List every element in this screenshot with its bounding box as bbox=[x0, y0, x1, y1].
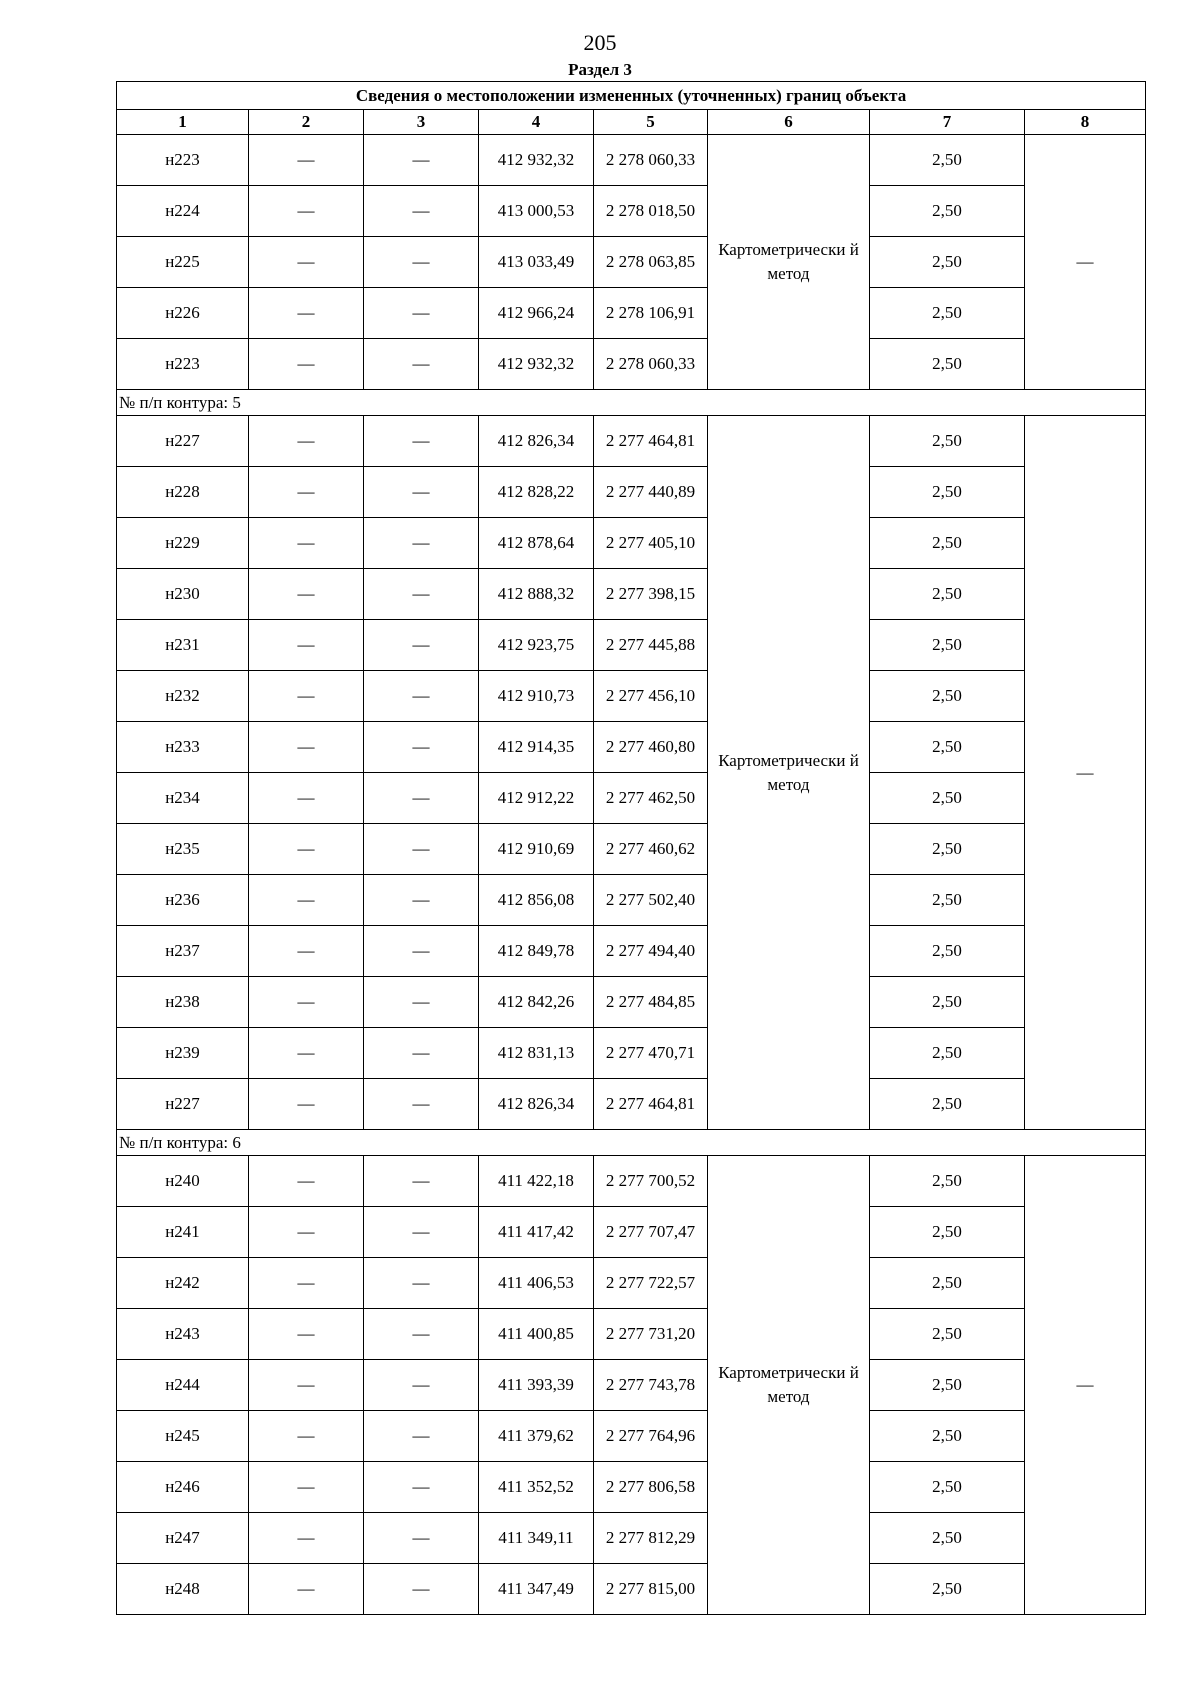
accuracy-cell: 2,50 bbox=[870, 1258, 1025, 1309]
col3-cell: — bbox=[364, 1079, 479, 1130]
point-name-cell: н233 bbox=[117, 722, 249, 773]
accuracy-cell: 2,50 bbox=[870, 416, 1025, 467]
accuracy-cell: 2,50 bbox=[870, 1411, 1025, 1462]
y-coordinate-cell: 2 278 060,33 bbox=[594, 135, 708, 186]
col3-cell: — bbox=[364, 416, 479, 467]
point-name-cell: н246 bbox=[117, 1462, 249, 1513]
point-name-cell: н231 bbox=[117, 620, 249, 671]
col3-cell: — bbox=[364, 1462, 479, 1513]
table-row bbox=[117, 518, 1146, 569]
accuracy-cell: 2,50 bbox=[870, 237, 1025, 288]
table-row bbox=[117, 1079, 1146, 1130]
table-row bbox=[117, 620, 1146, 671]
boundary-coordinates-table bbox=[116, 81, 1146, 1615]
col2-cell: — bbox=[249, 1028, 364, 1079]
x-coordinate-cell: 412 842,26 bbox=[479, 977, 594, 1028]
contour-header-row bbox=[117, 390, 1146, 416]
point-name-cell: н226 bbox=[117, 288, 249, 339]
col2-cell: — bbox=[249, 237, 364, 288]
col2-cell: — bbox=[249, 135, 364, 186]
y-coordinate-cell: 2 278 018,50 bbox=[594, 186, 708, 237]
col3-cell: — bbox=[364, 1564, 479, 1615]
page-number: 205 bbox=[583, 30, 617, 55]
col3-cell: — bbox=[364, 1309, 479, 1360]
col2-cell: — bbox=[249, 722, 364, 773]
x-coordinate-cell: 412 932,32 bbox=[479, 339, 594, 390]
table-row bbox=[117, 1564, 1146, 1615]
point-name-cell: н227 bbox=[117, 416, 249, 467]
col3-cell: — bbox=[364, 1411, 479, 1462]
col2-cell: — bbox=[249, 977, 364, 1028]
table-row bbox=[117, 186, 1146, 237]
y-coordinate-cell: 2 277 815,00 bbox=[594, 1564, 708, 1615]
table-row bbox=[117, 237, 1146, 288]
table-row bbox=[117, 1207, 1146, 1258]
col2-cell: — bbox=[249, 339, 364, 390]
col3-cell: — bbox=[364, 1156, 479, 1207]
x-coordinate-cell: 412 888,32 bbox=[479, 569, 594, 620]
col2-cell: — bbox=[249, 518, 364, 569]
method-cell: Картометрически й метод bbox=[708, 416, 870, 1130]
x-coordinate-cell: 411 347,49 bbox=[479, 1564, 594, 1615]
col2-cell: — bbox=[249, 1309, 364, 1360]
x-coordinate-cell: 412 831,13 bbox=[479, 1028, 594, 1079]
point-name-cell: н236 bbox=[117, 875, 249, 926]
y-coordinate-cell: 2 277 722,57 bbox=[594, 1258, 708, 1309]
y-coordinate-cell: 2 277 456,10 bbox=[594, 671, 708, 722]
column-number: 3 bbox=[364, 110, 479, 135]
col3-cell: — bbox=[364, 1028, 479, 1079]
column-number: 6 bbox=[708, 110, 870, 135]
point-name-cell: н227 bbox=[117, 1079, 249, 1130]
y-coordinate-cell: 2 277 405,10 bbox=[594, 518, 708, 569]
table-row bbox=[117, 875, 1146, 926]
table-row bbox=[117, 1411, 1146, 1462]
col3-cell: — bbox=[364, 467, 479, 518]
column-number: 2 bbox=[249, 110, 364, 135]
accuracy-cell: 2,50 bbox=[870, 824, 1025, 875]
col8-cell: — bbox=[1025, 135, 1146, 390]
point-name-cell: н238 bbox=[117, 977, 249, 1028]
x-coordinate-cell: 412 966,24 bbox=[479, 288, 594, 339]
x-coordinate-cell: 411 393,39 bbox=[479, 1360, 594, 1411]
method-cell: Картометрически й метод bbox=[708, 135, 870, 390]
col3-cell: — bbox=[364, 186, 479, 237]
col3-cell: — bbox=[364, 237, 479, 288]
col3-cell: — bbox=[364, 339, 479, 390]
col3-cell: — bbox=[364, 288, 479, 339]
accuracy-cell: 2,50 bbox=[870, 339, 1025, 390]
accuracy-cell: 2,50 bbox=[870, 135, 1025, 186]
x-coordinate-cell: 411 422,18 bbox=[479, 1156, 594, 1207]
accuracy-cell: 2,50 bbox=[870, 773, 1025, 824]
table-row bbox=[117, 1462, 1146, 1513]
column-number: 5 bbox=[594, 110, 708, 135]
col2-cell: — bbox=[249, 467, 364, 518]
column-number: 1 bbox=[117, 110, 249, 135]
accuracy-cell: 2,50 bbox=[870, 1207, 1025, 1258]
y-coordinate-cell: 2 278 060,33 bbox=[594, 339, 708, 390]
y-coordinate-cell: 2 277 806,58 bbox=[594, 1462, 708, 1513]
x-coordinate-cell: 413 033,49 bbox=[479, 237, 594, 288]
y-coordinate-cell: 2 277 700,52 bbox=[594, 1156, 708, 1207]
table-row bbox=[117, 722, 1146, 773]
col3-cell: — bbox=[364, 875, 479, 926]
y-coordinate-cell: 2 277 470,71 bbox=[594, 1028, 708, 1079]
col3-cell: — bbox=[364, 1258, 479, 1309]
col2-cell: — bbox=[249, 620, 364, 671]
contour-label: № п/п контура: 5 bbox=[117, 390, 1146, 416]
y-coordinate-cell: 2 277 484,85 bbox=[594, 977, 708, 1028]
accuracy-cell: 2,50 bbox=[870, 1028, 1025, 1079]
accuracy-cell: 2,50 bbox=[870, 467, 1025, 518]
table-row bbox=[117, 1258, 1146, 1309]
col2-cell: — bbox=[249, 1462, 364, 1513]
accuracy-cell: 2,50 bbox=[870, 875, 1025, 926]
col2-cell: — bbox=[249, 773, 364, 824]
col2-cell: — bbox=[249, 1079, 364, 1130]
column-number: 7 bbox=[870, 110, 1025, 135]
x-coordinate-cell: 411 349,11 bbox=[479, 1513, 594, 1564]
col8-cell: — bbox=[1025, 416, 1146, 1130]
column-number-row bbox=[117, 110, 1146, 135]
x-coordinate-cell: 411 379,62 bbox=[479, 1411, 594, 1462]
table-row bbox=[117, 824, 1146, 875]
col3-cell: — bbox=[364, 1513, 479, 1564]
point-name-cell: н241 bbox=[117, 1207, 249, 1258]
table-row bbox=[117, 1360, 1146, 1411]
point-name-cell: н243 bbox=[117, 1309, 249, 1360]
col2-cell: — bbox=[249, 824, 364, 875]
col3-cell: — bbox=[364, 569, 479, 620]
table-title: Сведения о местоположении измененных (уточненных) границ объекта bbox=[117, 82, 1146, 110]
accuracy-cell: 2,50 bbox=[870, 1513, 1025, 1564]
x-coordinate-cell: 412 828,22 bbox=[479, 467, 594, 518]
y-coordinate-cell: 2 278 063,85 bbox=[594, 237, 708, 288]
col3-cell: — bbox=[364, 977, 479, 1028]
col2-cell: — bbox=[249, 1156, 364, 1207]
point-name-cell: н229 bbox=[117, 518, 249, 569]
col2-cell: — bbox=[249, 1207, 364, 1258]
point-name-cell: н228 bbox=[117, 467, 249, 518]
table-row bbox=[117, 339, 1146, 390]
col2-cell: — bbox=[249, 1411, 364, 1462]
point-name-cell: н237 bbox=[117, 926, 249, 977]
col3-cell: — bbox=[364, 1207, 479, 1258]
col8-cell: — bbox=[1025, 1156, 1146, 1615]
accuracy-cell: 2,50 bbox=[870, 186, 1025, 237]
y-coordinate-cell: 2 277 502,40 bbox=[594, 875, 708, 926]
accuracy-cell: 2,50 bbox=[870, 1309, 1025, 1360]
point-name-cell: н234 bbox=[117, 773, 249, 824]
accuracy-cell: 2,50 bbox=[870, 569, 1025, 620]
point-name-cell: н245 bbox=[117, 1411, 249, 1462]
table-row bbox=[117, 569, 1146, 620]
col3-cell: — bbox=[364, 926, 479, 977]
y-coordinate-cell: 2 278 106,91 bbox=[594, 288, 708, 339]
contour-label: № п/п контура: 6 bbox=[117, 1130, 1146, 1156]
col2-cell: — bbox=[249, 416, 364, 467]
table-title-row bbox=[117, 82, 1146, 110]
accuracy-cell: 2,50 bbox=[870, 1156, 1025, 1207]
table-row bbox=[117, 135, 1146, 186]
col3-cell: — bbox=[364, 135, 479, 186]
col2-cell: — bbox=[249, 671, 364, 722]
table-row bbox=[117, 773, 1146, 824]
col2-cell: — bbox=[249, 1513, 364, 1564]
accuracy-cell: 2,50 bbox=[870, 722, 1025, 773]
y-coordinate-cell: 2 277 462,50 bbox=[594, 773, 708, 824]
accuracy-cell: 2,50 bbox=[870, 1564, 1025, 1615]
x-coordinate-cell: 411 352,52 bbox=[479, 1462, 594, 1513]
contour-header-row bbox=[117, 1130, 1146, 1156]
col2-cell: — bbox=[249, 1360, 364, 1411]
y-coordinate-cell: 2 277 440,89 bbox=[594, 467, 708, 518]
y-coordinate-cell: 2 277 464,81 bbox=[594, 1079, 708, 1130]
x-coordinate-cell: 412 856,08 bbox=[479, 875, 594, 926]
x-coordinate-cell: 412 849,78 bbox=[479, 926, 594, 977]
table-row bbox=[117, 926, 1146, 977]
section-title: Раздел 3 bbox=[568, 60, 632, 79]
x-coordinate-cell: 412 932,32 bbox=[479, 135, 594, 186]
table-row bbox=[117, 1028, 1146, 1079]
x-coordinate-cell: 412 826,34 bbox=[479, 1079, 594, 1130]
point-name-cell: н232 bbox=[117, 671, 249, 722]
table-row bbox=[117, 288, 1146, 339]
accuracy-cell: 2,50 bbox=[870, 1462, 1025, 1513]
col3-cell: — bbox=[364, 671, 479, 722]
col3-cell: — bbox=[364, 722, 479, 773]
y-coordinate-cell: 2 277 707,47 bbox=[594, 1207, 708, 1258]
accuracy-cell: 2,50 bbox=[870, 977, 1025, 1028]
col2-cell: — bbox=[249, 1258, 364, 1309]
table-row bbox=[117, 416, 1146, 467]
y-coordinate-cell: 2 277 764,96 bbox=[594, 1411, 708, 1462]
x-coordinate-cell: 411 400,85 bbox=[479, 1309, 594, 1360]
col2-cell: — bbox=[249, 1564, 364, 1615]
point-name-cell: н224 bbox=[117, 186, 249, 237]
accuracy-cell: 2,50 bbox=[870, 620, 1025, 671]
table-row bbox=[117, 1513, 1146, 1564]
col2-cell: — bbox=[249, 569, 364, 620]
x-coordinate-cell: 413 000,53 bbox=[479, 186, 594, 237]
accuracy-cell: 2,50 bbox=[870, 671, 1025, 722]
y-coordinate-cell: 2 277 398,15 bbox=[594, 569, 708, 620]
accuracy-cell: 2,50 bbox=[870, 926, 1025, 977]
col2-cell: — bbox=[249, 288, 364, 339]
point-name-cell: н223 bbox=[117, 339, 249, 390]
y-coordinate-cell: 2 277 460,80 bbox=[594, 722, 708, 773]
table-row bbox=[117, 467, 1146, 518]
column-number: 8 bbox=[1025, 110, 1146, 135]
table-row bbox=[117, 1309, 1146, 1360]
y-coordinate-cell: 2 277 731,20 bbox=[594, 1309, 708, 1360]
y-coordinate-cell: 2 277 460,62 bbox=[594, 824, 708, 875]
y-coordinate-cell: 2 277 812,29 bbox=[594, 1513, 708, 1564]
point-name-cell: н230 bbox=[117, 569, 249, 620]
x-coordinate-cell: 412 826,34 bbox=[479, 416, 594, 467]
y-coordinate-cell: 2 277 464,81 bbox=[594, 416, 708, 467]
accuracy-cell: 2,50 bbox=[870, 288, 1025, 339]
col2-cell: — bbox=[249, 186, 364, 237]
x-coordinate-cell: 412 910,73 bbox=[479, 671, 594, 722]
method-cell: Картометрически й метод bbox=[708, 1156, 870, 1615]
x-coordinate-cell: 411 406,53 bbox=[479, 1258, 594, 1309]
point-name-cell: н235 bbox=[117, 824, 249, 875]
col3-cell: — bbox=[364, 824, 479, 875]
point-name-cell: н244 bbox=[117, 1360, 249, 1411]
accuracy-cell: 2,50 bbox=[870, 1079, 1025, 1130]
col3-cell: — bbox=[364, 620, 479, 671]
col2-cell: — bbox=[249, 875, 364, 926]
table-row bbox=[117, 977, 1146, 1028]
y-coordinate-cell: 2 277 494,40 bbox=[594, 926, 708, 977]
point-name-cell: н247 bbox=[117, 1513, 249, 1564]
point-name-cell: н240 bbox=[117, 1156, 249, 1207]
x-coordinate-cell: 412 914,35 bbox=[479, 722, 594, 773]
point-name-cell: н248 bbox=[117, 1564, 249, 1615]
table-row bbox=[117, 671, 1146, 722]
point-name-cell: н239 bbox=[117, 1028, 249, 1079]
col3-cell: — bbox=[364, 773, 479, 824]
x-coordinate-cell: 412 910,69 bbox=[479, 824, 594, 875]
x-coordinate-cell: 412 923,75 bbox=[479, 620, 594, 671]
column-number: 4 bbox=[479, 110, 594, 135]
table-row bbox=[117, 1156, 1146, 1207]
point-name-cell: н223 bbox=[117, 135, 249, 186]
accuracy-cell: 2,50 bbox=[870, 1360, 1025, 1411]
x-coordinate-cell: 412 912,22 bbox=[479, 773, 594, 824]
y-coordinate-cell: 2 277 743,78 bbox=[594, 1360, 708, 1411]
col3-cell: — bbox=[364, 1360, 479, 1411]
y-coordinate-cell: 2 277 445,88 bbox=[594, 620, 708, 671]
point-name-cell: н242 bbox=[117, 1258, 249, 1309]
point-name-cell: н225 bbox=[117, 237, 249, 288]
col2-cell: — bbox=[249, 926, 364, 977]
accuracy-cell: 2,50 bbox=[870, 518, 1025, 569]
x-coordinate-cell: 412 878,64 bbox=[479, 518, 594, 569]
col3-cell: — bbox=[364, 518, 479, 569]
x-coordinate-cell: 411 417,42 bbox=[479, 1207, 594, 1258]
